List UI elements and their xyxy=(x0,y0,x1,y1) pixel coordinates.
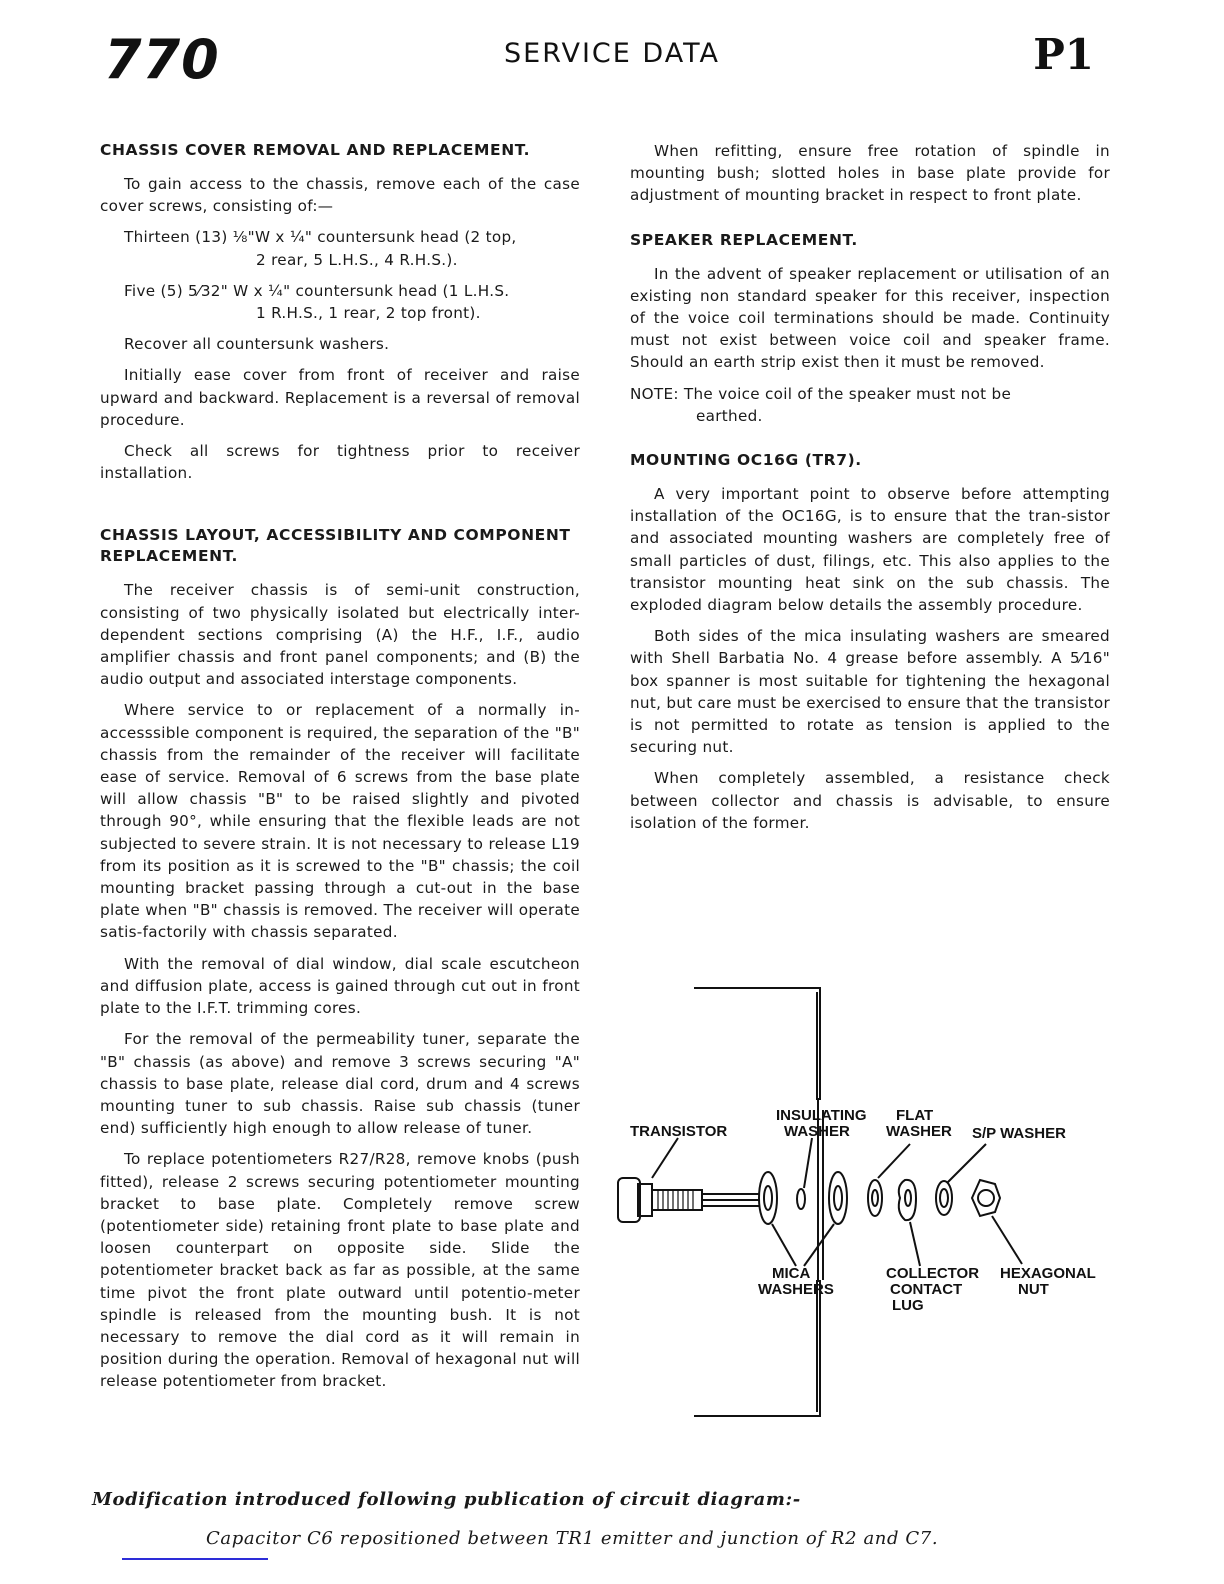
label-flat: FLAT xyxy=(896,1107,934,1124)
collector-contact-lug xyxy=(899,1180,916,1220)
paragraph: Where service to or replacement of a normally in-accesssible component is required, the separation of the "B" chassis from the remainder of the receiver will facilitate ease of service. Removal of 6 screws from the base plate will allow chassis "B" to be raised slightly and pivoted through 90°, while ensuring that the flexible leads are not subjected to severe strain. It is not necessary to release L19 from its position as it is screwed to the "B" chassis; the coil mounting bracket passing through a cut-out in the base plate when "B" chassis is removed. The receiver will operate satis-factorily with chassis separated. xyxy=(100,701,580,942)
flat-washer xyxy=(868,1180,882,1216)
label-insulating: WASHER xyxy=(784,1123,850,1140)
paragraph: To gain access to the chassis, remove each of the case cover screws, consisting of:— xyxy=(100,175,580,216)
paragraph: Check all screws for tightness prior to receiver installation. xyxy=(100,442,580,483)
exploded-diagram xyxy=(610,980,1110,1430)
paragraph: The receiver chassis is of semi-unit construction, consisting of two physically isolated but electrically inter-dependent sections comprising (A) the H.F., I.F., audio amplifier chassis and front panel components; and (B) the audio output and associated interstage components. xyxy=(100,581,580,689)
pointer-transistor xyxy=(652,1138,678,1178)
note-line: NOTE: The voice coil of the speaker must not be xyxy=(630,384,1012,403)
screw-list-item xyxy=(100,226,580,270)
paragraph: With the removal of dial window, dial scale escutcheon and diffusion plate, access is gained through cut out in front plate to the I.F.T. trimming cores. xyxy=(100,954,580,1018)
paragraph: Both sides of the mica insulating washers are smeared with Shell Barbatia No. 4 grease before assembly. A 5⁄16" box spanner is most suitable for tightening the hexagonal nut, but care must be exercised to ensure that the transistor is not permitted to rotate as tension is applied to the securing nut. xyxy=(630,627,1110,757)
left-column xyxy=(100,140,580,1402)
pointer-flat xyxy=(878,1144,910,1178)
modification-note: Modification introduced following publication of circuit diagram:- xyxy=(92,1489,801,1510)
label-sp-washer: S/P WASHER xyxy=(972,1125,1066,1142)
label-mica: WASHERS xyxy=(758,1281,834,1298)
screw-list-item xyxy=(100,280,580,324)
sp-washer xyxy=(936,1181,952,1215)
footer-rule xyxy=(122,1558,268,1560)
mica-washer-2 xyxy=(829,1172,847,1224)
screw-list-line: 2 rear, 5 L.H.S., 4 R.H.S.). xyxy=(256,250,458,269)
transistor-thread xyxy=(652,1190,702,1210)
label-insulating: INSULATING xyxy=(776,1107,867,1124)
screw-list-line: Five (5) 5⁄32" W x ¼" countersunk head (1 L.H.S. xyxy=(124,281,510,300)
label-transistor: TRANSISTOR xyxy=(630,1123,728,1140)
pointer-collector xyxy=(910,1222,920,1266)
label-collector: LUG xyxy=(892,1297,924,1314)
mica-washer-1 xyxy=(759,1172,777,1224)
section-heading-speaker: SPEAKER REPLACEMENT. xyxy=(630,230,858,249)
pointer-insulating xyxy=(804,1138,812,1188)
note-line: earthed. xyxy=(696,406,763,425)
bracket-bottom-line xyxy=(694,1280,820,1416)
hexagonal-nut xyxy=(972,1180,1000,1216)
paragraph: Initially ease cover from front of receiver and raise upward and backward. Replacement is a reversal of removal procedure. xyxy=(100,366,580,429)
pointer-sp xyxy=(948,1144,986,1182)
insulating-washer xyxy=(797,1189,805,1209)
screw-list-line: Thirteen (13) ⅛"W x ¼" countersunk head (2 top, xyxy=(124,228,517,247)
screw-list-line: 1 R.H.S., 1 rear, 2 top front). xyxy=(256,304,481,323)
label-flat: WASHER xyxy=(886,1123,952,1140)
paragraph: Recover all countersunk washers. xyxy=(124,335,390,354)
note xyxy=(630,383,1110,427)
paragraph: When completely assembled, a resistance check between collector and chassis is advisable, to ensure isolation of the former. xyxy=(630,769,1110,832)
paragraph: To replace potentiometers R27/R28, remove knobs (push fitted), release 2 screws securing potentiometer mounting bracket to base plate. Completely remove screw (potentiometer side) retaining front plate to base plate and loosen counterpart on opposite side. Slide the potentiometer bracket back as far as possible, at the same time pivot the front plate outward until potentio-meter spindle is released from the mounting bush. It is not necessary to remove the dial cord as it will remain in position during the operation. Removal of hexagonal nut will release potentiometer from bracket. xyxy=(100,1150,580,1391)
label-hexagonal: NUT xyxy=(1018,1281,1049,1298)
modification-detail: Capacitor C6 repositioned between TR1 emitter and junction of R2 and C7. xyxy=(206,1528,939,1549)
label-collector: COLLECTOR xyxy=(886,1265,980,1282)
page-label: P1 xyxy=(1033,30,1094,79)
label-collector: CONTACT xyxy=(890,1281,963,1298)
paragraph: In the advent of speaker replacement or utilisation of an existing non standard speaker for this receiver, inspection of the voice coil terminations should be made. Continuity must not exist between voice coil and speaker frame. Should an earth strip exist then it must be removed. xyxy=(630,264,1110,372)
label-hexagonal: HEXAGONAL xyxy=(1000,1265,1096,1282)
right-column xyxy=(630,140,1110,843)
thread-lines xyxy=(658,1190,693,1210)
paragraph: For the removal of the permeability tuner, separate the "B" chassis (as above) and remove 3 screws securing "A" chassis to base plate, release dial cord, drum and 4 screws mounting tuner to sub chassis. Raise sub chassis (tuner end) sufficiently high enough to allow release of tuner. xyxy=(100,1030,580,1138)
section-heading-chassis-layout: CHASSIS LAYOUT, ACCESSIBILITY AND COMPONENT REPLACEMENT. xyxy=(100,526,571,566)
label-mica: MICA xyxy=(772,1265,811,1282)
pointer-mica-1 xyxy=(772,1224,796,1266)
pointer-hex xyxy=(992,1216,1022,1264)
page-title: SERVICE DATA xyxy=(504,38,720,69)
paragraph: When refitting, ensure free rotation of spindle in mounting bush; slotted holes in base plate provide for adjustment of mounting bracket in respect to front plate. xyxy=(630,142,1110,205)
page-number-770: 770 xyxy=(104,28,220,91)
transistor-cap xyxy=(618,1178,640,1222)
paragraph: A very important point to observe before attempting installation of the OC16G, is to ensure that the tran-sistor and associated mounting washers are completely free of small particles of dust, filings, etc. This also applies to the transistor mounting heat sink on the sub chassis. The exploded diagram below details the assembly procedure. xyxy=(630,485,1110,615)
section-heading-mounting: MOUNTING OC16G (TR7). xyxy=(630,451,862,470)
section-heading-chassis-cover: CHASSIS COVER REMOVAL AND REPLACEMENT. xyxy=(100,141,531,159)
bracket-top-line xyxy=(694,988,820,1100)
